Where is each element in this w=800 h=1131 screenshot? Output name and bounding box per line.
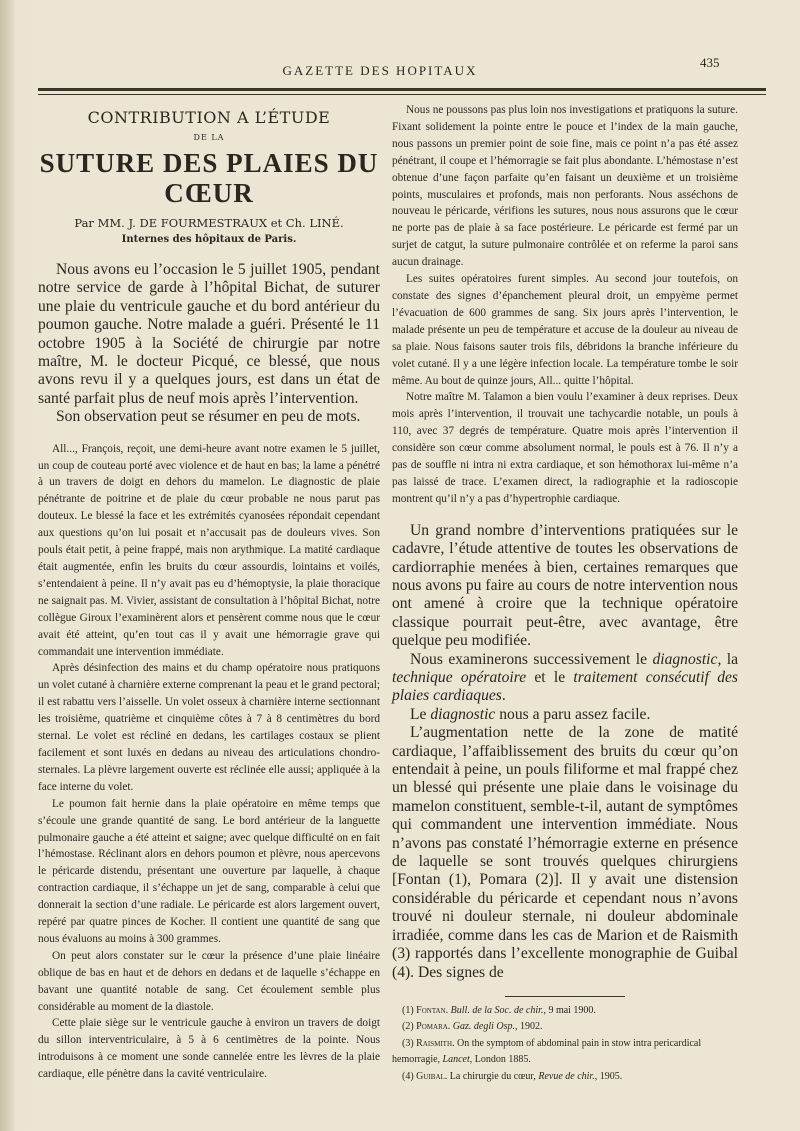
header-rule-thin (38, 94, 766, 95)
authors: Par MM. J. DE FOURMESTRAUX et Ch. LINÉ. (74, 216, 344, 230)
intro-paragraph: Son observation peut se résumer en peu de mots. (56, 408, 361, 426)
article-title: CONTRIBUTION A L’ÉTUDE (87, 108, 331, 127)
footnote: (1) Fontan. Bull. de la Soc. de chir., 9 mai 1900. (402, 1004, 596, 1016)
observation-paragraph: Nous ne poussons pas plus loin nos investigations et pratiquons la suture. Fixant solidement la pointe entre le pouce et l’index de la main gauche, nous passons un premier point de soie fine, mais ce point n’a pas été assez pénétrant, il coupe et l’hémorragie se fait plus abondante. L’hémostase n’est obtenue d’une façon parfaite qu’en faisant un deuxième et un troisième points, musculaires et profonds, mais non perforants. Nous asséchons de nouveau le péricarde, vérifions les sutures, nous nous assurons que le cœur ne porte pas de plaie à sa face postérieure. Le péricarde est fermé par un surjet de catgut, la suture pulmonaire contrôlée et on referme la paroi sans aucun drainage. (392, 104, 738, 269)
observation-paragraph: On peut alors constater sur le cœur la présence d’une plaie linéaire oblique de bas en haut et de dehors en dedans et de laquelle s’échappe en bavant une quantité notable de sang. Cet écoulement semble plus considérable au moment de la diastole. (38, 949, 380, 1013)
body-paragraph: Nous examinerons successivement le diagnostic, la technique opératoire et le traitement consécutif des plaies cardiaques. (392, 650, 738, 705)
running-header: GAZETTE DES HOPITAUX (282, 63, 478, 78)
observation-paragraph: Cette plaie siège sur le ventricule gauche à environ un travers de doigt du sillon interventriculaire, à 5 à 6 centimètres de la pointe. Nous introduisons à ce moment une sonde cannelée entre les lèvres de la plaie cardiaque, elle pénètre dans la cavité ventriculaire. (38, 1017, 380, 1081)
footnote: (2) Pomara. Gaz. degli Osp., 1902. (402, 1021, 543, 1033)
body-paragraph: Le diagnostic nous a paru assez facile. (410, 705, 651, 723)
observation-paragraph: All..., François, reçoit, une demi-heure avant notre examen le 5 juillet, un coup de couteau porté avec violence et de haut en bas; la lame a pénétré à un travers de doigt en dehors du mamelon. Le diagnostic de plaie pénétrante de poitrine et de plaie du cœur probable ne nous parut pas douteux. Le blessé la face et les extrémités cyanosées répondait cependant aux questions qu’on lui posait et n’accusait pas de douleurs vives. Son pouls était petit, à peine frappé, mais non arythmique. La matité cardiaque était augmentée, enfin les bruits du cœur assourdis, lointains et voilés, s’entendaient à peine. Il n’y avait pas eu d’hémoptysie, la plaie thoracique ne saignait pas. M. Vivier, assistant de consultation à l’hôpital Bichat, notre collègue Giroux l’examinèrent alors et pensèrent comme nous que le cœur avait été atteint, qu’en tout cas il y avait une hémorragie grave qui commandait une intervention immédiate. (38, 442, 380, 658)
footnote: (3) Raismith. On the symptom of abdominal pain in stow intra pericardical hemorragie, Lancet, London 1885. (392, 1037, 702, 1066)
right-column (392, 102, 738, 1085)
article-title-connector: DE LA (193, 133, 225, 142)
footnotes (392, 1003, 738, 1086)
article-title-block (38, 108, 380, 245)
binding-edge (0, 0, 14, 1131)
footnote: (4) Guibal. La chirurgie du cœur, Revue de chir., 1905. (402, 1070, 623, 1082)
header-rule-thick (38, 88, 766, 91)
intro-paragraph: Nous avons eu l’occasion le 5 juillet 1905, pendant notre service de garde à l’hôpital Bichat, de suturer une plaie du ventricule gauche et du bord antérieur du poumon gauche. Notre malade a guéri. Présenté le 11 octobre 1905 à la Société de chirurgie par notre maître, M. le docteur Picqué, ce blessé, que nous avons revu il y a quelques jours, est dans un état de santé parfait plus de neuf mois après l’intervention. (38, 261, 380, 407)
observation-paragraph: Notre maître M. Talamon a bien voulu l’examiner à deux reprises. Deux mois après l’intervention, il trouvait une tachycardie notable, un pouls à 110, avec 37 degrés de température. Quatre mois après l’intervention il considère son cœur comme absolument normal, le pouls est à 76. Il n’y a pas de souffle ni intra ni extra cardiaque, et son hémothorax lui-même n’a pas laissé de trace. L’examen direct, la radiographie et la radioscopie montrent qu’il n’y a pas d’hypertrophie cardiaque. (392, 391, 738, 505)
observation-paragraph: Le poumon fait hernie dans la plaie opératoire en même temps que s’écoule une grande quantité de sang. Le bord antérieur de la languette pulmonaire gauche a été atteint et saigne; avec quelque difficulté on en fait l’hémostase. Réclinant alors en dehors poumon et plèvre, nous apercevons le péricarde distendu, présentant une ouverture par laquelle, à chaque contraction cardiaque, il s’échappe un jet de sang, comparable à celui que donnerait la section d’une radiale. Le péricarde est alors largement ouvert, repéré par quatre pinces de Kocher. Il contient une quantité de sang que nous évaluons au moins à 300 grammes. (38, 797, 380, 945)
body-paragraph: L’augmentation nette de la zone de matité cardiaque, l’affaiblissement des bruits du cœur qu’on entendait à peine, un pouls filiforme et mal frappé chez un blessé qui présente une plaie dans le voisinage du mamelon constituent, semble-t-il, autant de symptômes qui commandent une intervention immédiate. Nous n’avons pas constaté l’hémorragie externe en présence de laquelle se sont trouvés quelques chirurgiens [Fontan (1), Pomara (2)]. Il y avait une distension considérable du péricarde et cependant nous n’avons trouvé ni douleur sternale, ni douleur abdominale irradiée, comme dans les cas de Marion et de Raismith (3) rapportés dans l’excellente monographie de Guibal (4). Des signes de (392, 724, 738, 981)
footnote-rule (505, 996, 625, 997)
article-main-title: SUTURE DES PLAIES DU CŒUR (39, 148, 379, 208)
body-paragraph: Un grand nombre d’interventions pratiquées sur le cadavre, l’étude attentive de toutes les observations de cardiorraphie menées à bien, certaines remarques que nous avons pu faire au cours de notre intervention nous ont amené à croire que la technique opératoire classique pourrait peut-être, avec avantage, être quelque peu modifiée. (392, 521, 738, 650)
left-column (38, 102, 380, 1083)
affiliation: Internes des hôpitaux de Paris. (121, 234, 297, 245)
observation-paragraph: Après désinfection des mains et du champ opératoire nous pratiquons un volet cutané à charnière externe comprenant la peau et le grand pectoral; il est rabattu vers l’aisselle. Un volet osseux à charnière interne sectionnant les troisième, quatrième et cinquième côtes à 7 à 8 centimètres du bord sternal. Le volet est récliné en dedans, les cartilages costaux se plient facilement et sont luxés en dedans au niveau des articulations chondro-sternales. La plèvre largement ouverte est réclinée elle aussi; appliquée à la face interne du volet. (38, 662, 380, 793)
observation-paragraph: Les suites opératoires furent simples. Au second jour toutefois, on constate des signes d’épanchement pleural droit, un empyème permet l’évacuation de 600 grammes de sang. Six jours après l’intervention, le malade présente un peu de température et accuse de la douleur au niveau de sa plaie. Nous faisons sauter trois fils, débridons la branche inférieure du volet cutané. Il y a une légère infection locale. La température tombe le soir même. Au bout de quinze jours, All... quitte l’hôpital. (392, 273, 738, 387)
page-number: 435 (700, 55, 720, 70)
